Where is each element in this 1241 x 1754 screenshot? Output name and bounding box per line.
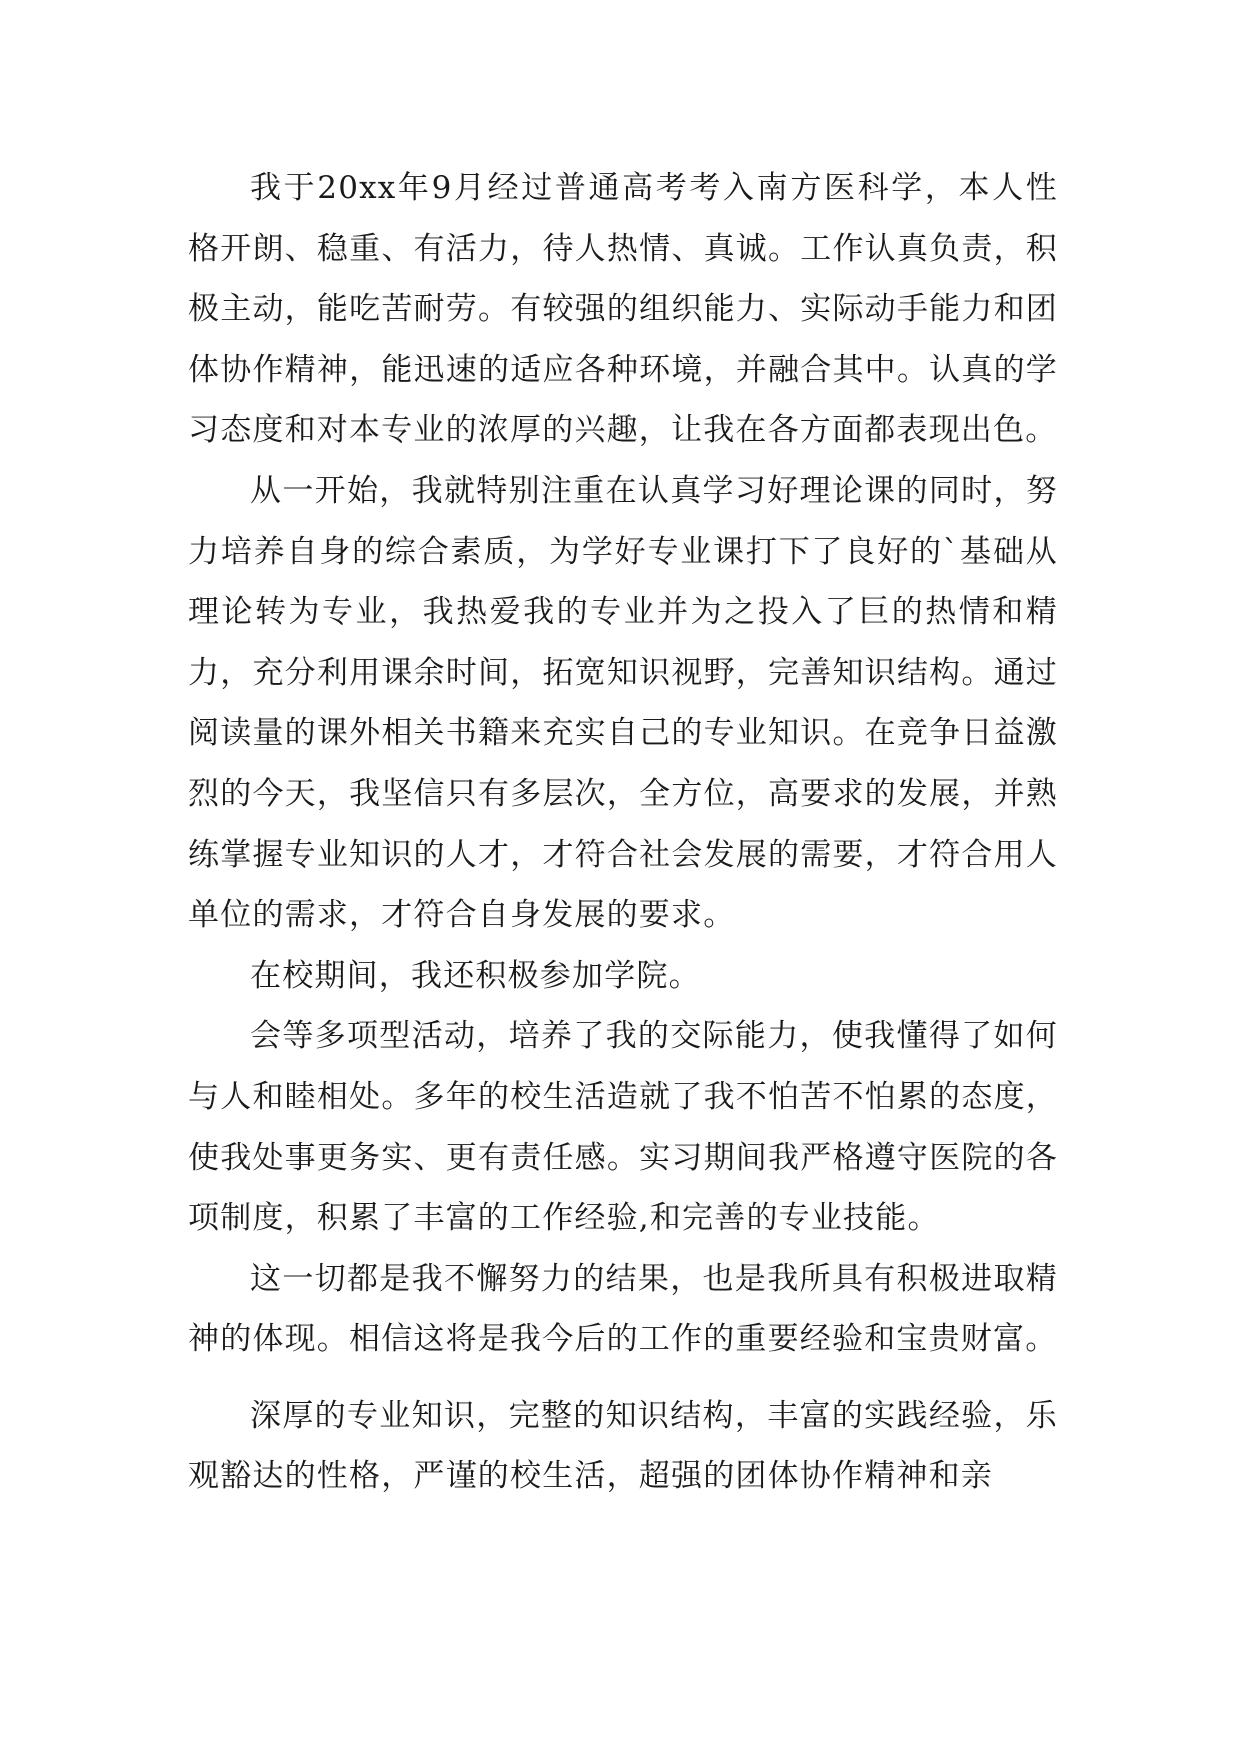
paragraph-activities: 会等多项型活动，培养了我的交际能力，使我懂得了如何与人和睦相处。多年的校生活造就了我不怕苦不怕累的态度，使我处事更务实、更有责任感。实习期间我严格遵守医院的各项制度，积累了丰富的工作经验,和完善的专业技能。 bbox=[188, 1018, 1058, 1237]
document-page bbox=[188, 158, 1058, 1507]
paragraph-study: 从一开始，我就特别注重在认真学习好理论课的同时，努力培养自身的综合素质，为学好专业课打下了良好的`基础从理论转为专业，我热爱我的专业并为之投入了巨的热情和精力，充分利用课余时间，拓宽知识视野，完善知识结构。通过阅读量的课外相关书籍来充实自己的专业知识。在竞争日益激烈的今天，我坚信只有多层次，全方位，高要求的发展，并熟练掌握专业知识的人才，才符合社会发展的需要，才符合用人单位的需求，才符合自身发展的要求。 bbox=[188, 472, 1058, 934]
paragraph-activities-intro: 在校期间，我还积极参加学院。 bbox=[250, 957, 701, 994]
paragraph-results: 这一切都是我不懈努力的结果，也是我所具有积极进取精神的体现。相信这将是我今后的工作的重要经验和宝贵财富。 bbox=[188, 1260, 1058, 1358]
paragraph-summary: 深厚的专业知识，完整的知识结构，丰富的实践经验，乐观豁达的性格，严谨的校生活，超强的团体协作精神和亲 bbox=[188, 1397, 1058, 1495]
paragraph-intro: 我于20xx年9月经过普通高考考入南方医科学，本人性格开朗、稳重、有活力，待人热情、真诚。工作认真负责，积极主动，能吃苦耐劳。有较强的组织能力、实际动手能力和团体协作精神，能迅速的适应各种环境，并融合其中。认真的学习态度和对本专业的浓厚的兴趣，让我在各方面都表现出色。 bbox=[188, 170, 1058, 449]
